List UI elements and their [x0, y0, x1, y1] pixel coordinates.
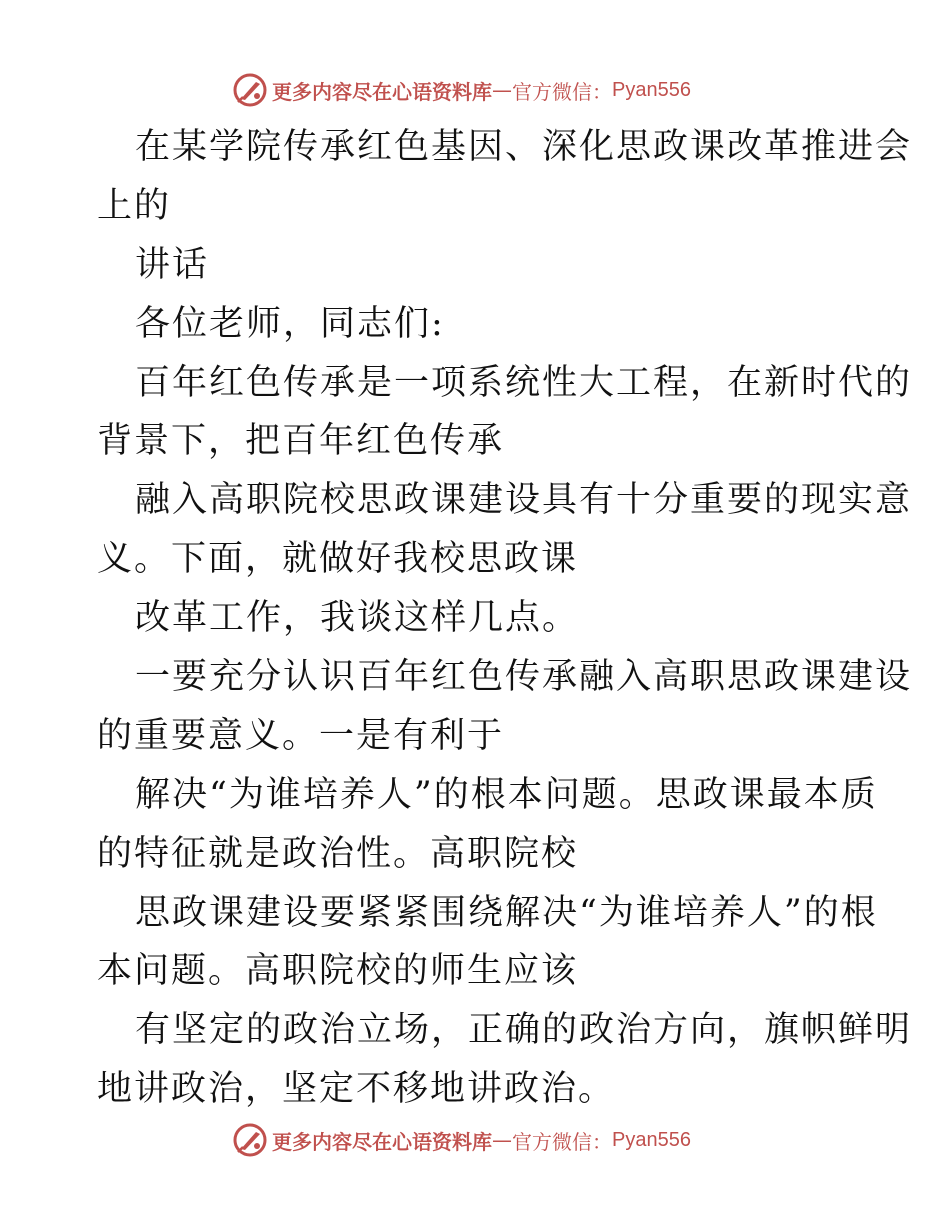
text-line: 本问题。高职院校的师生应该	[97, 951, 579, 992]
banner-site-name: 更多内容尽在心语资料库	[272, 79, 492, 104]
text-line: 改革工作，我谈这样几点。	[135, 598, 580, 639]
header-banner	[232, 70, 691, 110]
banner-wechat-label: 官方微信：	[512, 79, 612, 104]
text-line: 融入高职院校思政课建设具有十分重要的现实意	[135, 480, 913, 521]
text-line: 地讲政治，坚定不移地讲政治。	[97, 1069, 616, 1110]
text-line: 的重要意义。一是有利于	[97, 715, 505, 756]
text-line: 上的	[97, 185, 172, 226]
text-line: 解决“为谁培养人”的根本问题。思政课最本质	[135, 774, 878, 815]
text-line: 各位老师，同志们:	[135, 303, 445, 344]
text-line: 思政课建设要紧紧围绕解决“为谁培养人”的根	[135, 892, 878, 933]
text-line: 的特征就是政治性。高职院校	[97, 833, 579, 874]
text-line: 义。下面，就做好我校思政课	[97, 539, 579, 580]
document-body	[97, 118, 913, 1119]
quill-logo-icon	[232, 1122, 268, 1158]
text-line: 有坚定的政治立场，正确的政治方向，旗帜鲜明	[135, 1010, 913, 1051]
banner-site-name: 更多内容尽在心语资料库	[272, 1129, 492, 1154]
text-line: 百年红色传承是一项系统性大工程，在新时代的	[135, 362, 913, 403]
footer-banner	[232, 1120, 691, 1160]
banner-wechat-id: Pyan556	[612, 1128, 691, 1151]
banner-separator: —	[492, 78, 512, 102]
text-line: 讲话	[135, 244, 210, 285]
banner-separator: —	[492, 1128, 512, 1152]
quill-logo-icon	[232, 72, 268, 108]
text-line: 一要充分认识百年红色传承融入高职思政课建设	[135, 657, 913, 698]
banner-wechat-id: Pyan556	[612, 78, 691, 101]
text-line: 在某学院传承红色基因、深化思政课改革推进会	[135, 127, 913, 167]
text-line: 背景下，把百年红色传承	[97, 421, 505, 462]
banner-wechat-label: 官方微信：	[512, 1129, 612, 1154]
